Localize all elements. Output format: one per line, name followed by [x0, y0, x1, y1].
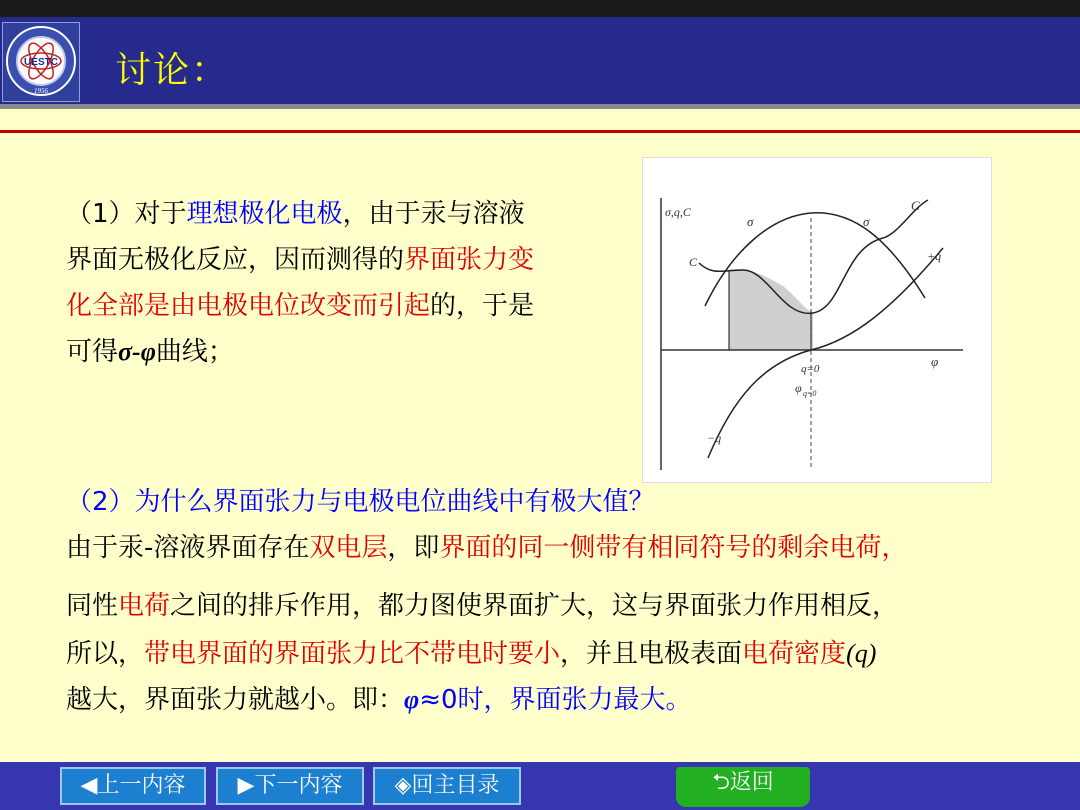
- para2-line2: 同性电荷之间的排斥作用，都力图使界面扩大，这与界面张力作用相反，: [66, 591, 899, 621]
- svg-text:φ: φ: [795, 381, 802, 395]
- home-menu-button[interactable]: ◈回主目录: [373, 767, 521, 805]
- top-frame-bar: [0, 0, 1080, 17]
- header-divider: [0, 104, 1080, 109]
- red-divider: [0, 130, 1080, 133]
- svg-text:C: C: [689, 255, 698, 269]
- page-title: 讨论：: [115, 50, 230, 91]
- svg-text:q=0: q=0: [803, 389, 817, 398]
- svg-text:σ: σ: [863, 214, 870, 229]
- sigma-phi-figure: [642, 157, 992, 483]
- prev-content-button[interactable]: ◀上一内容: [60, 767, 206, 805]
- para2-line3: 所以，带电界面的界面张力比不带电时要小，并且电极表面电荷密度(q): [66, 639, 877, 669]
- para1-line4: 可得σ-φ曲线；: [66, 337, 234, 367]
- next-content-button[interactable]: ▶下一内容: [216, 767, 364, 805]
- para1-line1: （1）对于理想极化电极，由于汞与溶液: [66, 199, 525, 229]
- question-line: （2）为什么界面张力与电极电位曲线中有极大值？: [66, 487, 655, 517]
- university-logo: [2, 22, 80, 102]
- para1-line2: 界面无极化反应，因而测得的界面张力变: [66, 245, 535, 275]
- svg-text:−q: −q: [707, 431, 722, 445]
- svg-text:φ: φ: [931, 354, 939, 369]
- para1-line3: 化全部是由电极电位改变而引起的，于是: [66, 291, 535, 321]
- back-button[interactable]: ⮌返回: [676, 767, 810, 807]
- logo-text: UESTC: [24, 57, 58, 68]
- svg-text:C: C: [911, 198, 920, 213]
- svg-text:+q: +q: [927, 249, 942, 263]
- para2-line1: 由于汞-溶液界面存在双电层，即界面的同一侧带有相同符号的剩余电荷，: [66, 533, 908, 563]
- svg-text:σ: σ: [747, 214, 754, 229]
- svg-text:σ,q,C: σ,q,C: [665, 205, 691, 219]
- svg-text:q=0: q=0: [801, 363, 820, 375]
- shaded-area: [729, 269, 813, 350]
- para2-line4: 越大，界面张力就越小。即：φ≈0时，界面张力最大。: [66, 685, 692, 715]
- logo-year: 1956: [34, 87, 48, 95]
